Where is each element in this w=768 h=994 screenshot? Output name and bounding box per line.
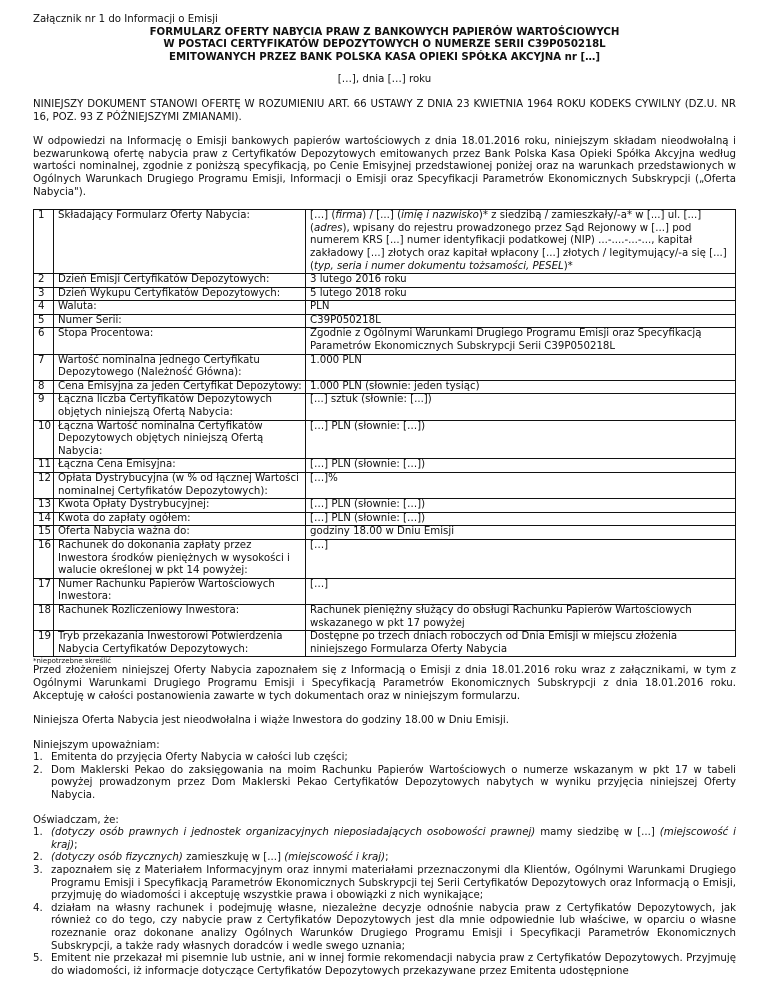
- table-row: [34, 499, 736, 513]
- title-line-2: W POSTACI CERTYFIKATÓW DEPOZYTOWYCH O NUMERZE SERII C39P050218L: [163, 39, 606, 51]
- row-label: Rachunek do dokonania zapłaty przez Inwestora środków pieniężnych w wysokości i walucie określonej w pkt 14 powyżej:: [54, 539, 306, 578]
- list-item: 1. (dotyczy osób prawnych i jednostek organizacyjnych nieposiadających osobowości prawnej) mamy siedzibę w [...] (miejscowość i kraj);: [33, 827, 736, 851]
- row-number: 6: [34, 328, 54, 354]
- table-row: [34, 539, 736, 578]
- row-number: 18: [34, 604, 54, 630]
- offer-table: [33, 209, 736, 657]
- intro-paragraph: W odpowiedzi na Informację o Emisji bankowych papierów wartościowych z dnia 18.01.2016 roku, niniejszym składam nieodwołalną i bezwarunkową ofertę nabycia praw z Certyfikatów Depozytowych emitowanych przez Bank Polska Kasa Opieki Spółka Akcyjna według wartości nominalnej, zgodnie z poniższą specyfikacją, po Cenie Emisyjnej przedstawionej poniżej oraz na warunkach przedstawionych w Ogólnych Warunkach Drugiego Programu Emisji, Informacji o Emisji oraz Specyfikacji Parametrów Ekonomicznych Subskrypcji („Oferta Nabycia").: [33, 136, 736, 198]
- row-label: Wartość nominalna jednego Certyfikatu Depozytowego (Należność Główna):: [54, 354, 306, 380]
- acknowledgement-paragraph: Przed złożeniem niniejszej Oferty Nabycia zapoznałem się z Informacją o Emisji z dnia 18.01.2016 roku wraz z załącznikami, w tym z Ogólnymi Warunkami Drugiego Programu Emisji i Specyfikacją Parametrów Ekonomicznych Subskrypcji z dnia 18.01.2016 roku. Akceptuję w całości postanowienia zawarte w tych dokumentach oraz w niniejszym formularzu.: [33, 665, 736, 702]
- row-label: Waluta:: [54, 301, 306, 315]
- row-label: Dzień Emisji Certyfikatów Depozytowych:: [54, 274, 306, 288]
- table-row: [34, 380, 736, 394]
- declare-list: [33, 827, 736, 978]
- row-number: 17: [34, 578, 54, 604]
- list-item: 5. Emitent nie przekazał mi pisemnie lub ustnie, ani w innej formie rekomendacji nabycia praw z Certyfikatów Depozytowych. Przyjmuję do wiadomości, iż informacje dotyczące Certyfikatów Depozytowych przekazywane przez Emitenta udostępnione: [33, 953, 736, 977]
- row-value: 1.000 PLN (słownie: jeden tysiąc): [306, 380, 736, 394]
- row-number: 11: [34, 459, 54, 473]
- row-number: 15: [34, 526, 54, 540]
- row-number: 3: [34, 287, 54, 301]
- row-number: 13: [34, 499, 54, 513]
- row-value: […]: [306, 539, 736, 578]
- list-item: 2. (dotyczy osób fizycznych) zamieszkuję w [...] (miejscowość i kraj);: [33, 852, 389, 864]
- row-label: Cena Emisyjna za jeden Certyfikat Depozytowy:: [54, 380, 306, 394]
- document-page: [33, 14, 736, 978]
- table-row: [34, 328, 736, 354]
- row-label: Kwota Opłaty Dystrybucyjnej:: [54, 499, 306, 513]
- row-label: Tryb przekazania Inwestorowi Potwierdzenia Nabycia Certyfikatów Depozytowych:: [54, 631, 306, 657]
- declare-intro: Oświadczam, że:: [33, 814, 119, 826]
- row-label: Składający Formularz Oferty Nabycia:: [54, 210, 306, 274]
- row-number: 4: [34, 301, 54, 315]
- row-value: Rachunek pieniężny służący do obsługi Rachunku Papierów Wartościowych wskazanego w pkt 17 powyżej: [306, 604, 736, 630]
- row-value: PLN: [306, 301, 736, 315]
- table-row: [34, 526, 736, 540]
- row-value: 1.000 PLN: [306, 354, 736, 380]
- row-value: […] PLN (słownie: […]): [306, 459, 736, 473]
- table-row: [34, 210, 736, 274]
- row-number: 19: [34, 631, 54, 657]
- row-label: Opłata Dystrybucyjna (w % od łącznej Wartości nominalnej Certyfikatów Depozytowych):: [54, 473, 306, 499]
- row-number: 5: [34, 314, 54, 328]
- table-row: [34, 578, 736, 604]
- row-value: […] PLN (słownie: […]): [306, 420, 736, 459]
- row-label: Rachunek Rozliczeniowy Inwestora:: [54, 604, 306, 630]
- row-number: 1: [34, 210, 54, 274]
- row-value: […] PLN (słownie: […]): [306, 499, 736, 513]
- list-item: 1. Emitenta do przyjęcia Oferty Nabycia w całości lub części;: [33, 752, 348, 764]
- row-label: Dzień Wykupu Certyfikatów Depozytowych:: [54, 287, 306, 301]
- row-value: […] PLN (słownie: […]): [306, 512, 736, 526]
- row-value: […] (firma) / [...] (imię i nazwisko)* z siedzibą / zamieszkały/-a* w [...] ul. [...] (adres), wpisany do rejestru prowadzonego przez Sąd Rejonowy w [...] pod numerem KRS [...] numer identyfikacji podatkowej (NIP) ...-....-...-..., kapitał zakładowy [...] złotych oraz kapitał wpłacony [...] złotych / legitymujący/-a się [...] (typ, seria i numer dokumentu tożsamości, PESEL)*: [306, 210, 736, 274]
- title-line-1: FORMULARZ OFERTY NABYCIA PRAW Z BANKOWYCH PAPIERÓW WARTOŚCIOWYCH: [149, 26, 620, 38]
- row-number: 10: [34, 420, 54, 459]
- row-label: Oferta Nabycia ważna do:: [54, 526, 306, 540]
- list-item: 2. Dom Maklerski Pekao do zaksięgowania na moim Rachunku Papierów Wartościowych o numerze wskazanym w pkt 17 w tabeli powyżej prowadzonym przez Dom Maklerski Pekao Certyfikatów Depozytowych nabytych w wyniku przyjęcia niniejszej Oferty Nabycia.: [33, 764, 736, 802]
- table-row: [34, 512, 736, 526]
- table-row: [34, 459, 736, 473]
- place-date: […], dnia […] roku: [337, 74, 432, 86]
- row-number: 14: [34, 512, 54, 526]
- row-label: Łączna Cena Emisyjna:: [54, 459, 306, 473]
- title-line-3: EMITOWANYCH PRZEZ BANK POLSKA KASA OPIEKI SPÓŁKA AKCYJNA nr […]: [169, 51, 600, 63]
- row-label: Stopa Procentowa:: [54, 328, 306, 354]
- table-row: [34, 631, 736, 657]
- row-value: Dostępne po trzech dniach roboczych od Dnia Emisji w miejscu złożenia niniejszego Formularza Oferty Nabycia: [306, 631, 736, 657]
- authorize-intro: Niniejszym upoważniam:: [33, 739, 160, 751]
- legal-statement: NINIEJSZY DOKUMENT STANOWI OFERTĘ W ROZUMIENIU ART. 66 USTAWY Z DNIA 23 KWIETNIA 1964 ROKU KODEKS CYWILNY (DZ.U. NR 16, POZ. 93 Z PÓŹNIEJSZYMI ZMIANAMI).: [33, 98, 736, 123]
- row-value: […]%: [306, 473, 736, 499]
- row-number: 9: [34, 394, 54, 420]
- row-number: 2: [34, 274, 54, 288]
- row-label: Numer Rachunku Papierów Wartościowych Inwestora:: [54, 578, 306, 604]
- list-item: 4. działam na własny rachunek i podejmuję własne, niezależne decyzje odnośnie nabycia praw z Certyfikatów Depozytowych, jak również co do tego, czy nabycie praw z Certyfikatów Depozytowych jest dla mnie odpowiednie lub właściwe, w oparciu o własne rozeznanie oraz dokonane analizy Ogólnych Warunków Drugiego Programu Emisji i Specyfikacji Parametrów Ekonomicznych Subskrypcji, a także rady własnych doradców i wedle swego uznania;: [33, 902, 736, 952]
- table-row: [34, 274, 736, 288]
- row-value: C39P050218L: [306, 314, 736, 328]
- row-value: [...] sztuk (słownie: [...]): [306, 394, 736, 420]
- authorize-list: [33, 752, 736, 802]
- table-row: [34, 354, 736, 380]
- row-number: 7: [34, 354, 54, 380]
- row-value: 5 lutego 2018 roku: [306, 287, 736, 301]
- validity-paragraph: Niniejsza Oferta Nabycia jest nieodwołalna i wiąże Inwestora do godziny 18.00 w Dniu Emisji.: [33, 715, 509, 727]
- table-row: [34, 420, 736, 459]
- table-row: [34, 314, 736, 328]
- row-label: Kwota do zapłaty ogółem:: [54, 512, 306, 526]
- row-label: Numer Serii:: [54, 314, 306, 328]
- row-value: godziny 18.00 w Dniu Emisji: [306, 526, 736, 540]
- table-row: [34, 287, 736, 301]
- table-row: [34, 473, 736, 499]
- table-row: [34, 394, 736, 420]
- row-label: Łączna Wartość nominalna Certyfikatów Depozytowych objętych niniejszą Ofertą Nabycia:: [54, 420, 306, 459]
- footnote: *niepotrzebne skreślić: [33, 657, 112, 666]
- row-number: 8: [34, 380, 54, 394]
- table-row: [34, 301, 736, 315]
- row-value: 3 lutego 2016 roku: [306, 274, 736, 288]
- table-row: [34, 604, 736, 630]
- list-item: 3. zapoznałem się z Materiałem Informacyjnym oraz innymi materiałami przeznaczonymi dla Klientów, Ogólnymi Warunkami Drugiego Programu Emisji i Specyfikacją Parametrów Ekonomicznych Subskrypcji tej Serii Certyfikatów Depozytowych oraz Informacją o Emisji, przyjmuję do wiadomości i akceptuję wszystkie prawa i obowiązki z nich wynikające;: [33, 865, 736, 902]
- annex-label: Załącznik nr 1 do Informacji o Emisji: [33, 14, 218, 25]
- row-value: Zgodnie z Ogólnymi Warunkami Drugiego Programu Emisji oraz Specyfikacją Parametrów Ekonomicznych Subskrypcji Serii C39P050218L: [306, 328, 736, 354]
- row-value: […]: [306, 578, 736, 604]
- row-number: 12: [34, 473, 54, 499]
- row-number: 16: [34, 539, 54, 578]
- row-label: Łączna liczba Certyfikatów Depozytowych objętych niniejszą Ofertą Nabycia:: [54, 394, 306, 420]
